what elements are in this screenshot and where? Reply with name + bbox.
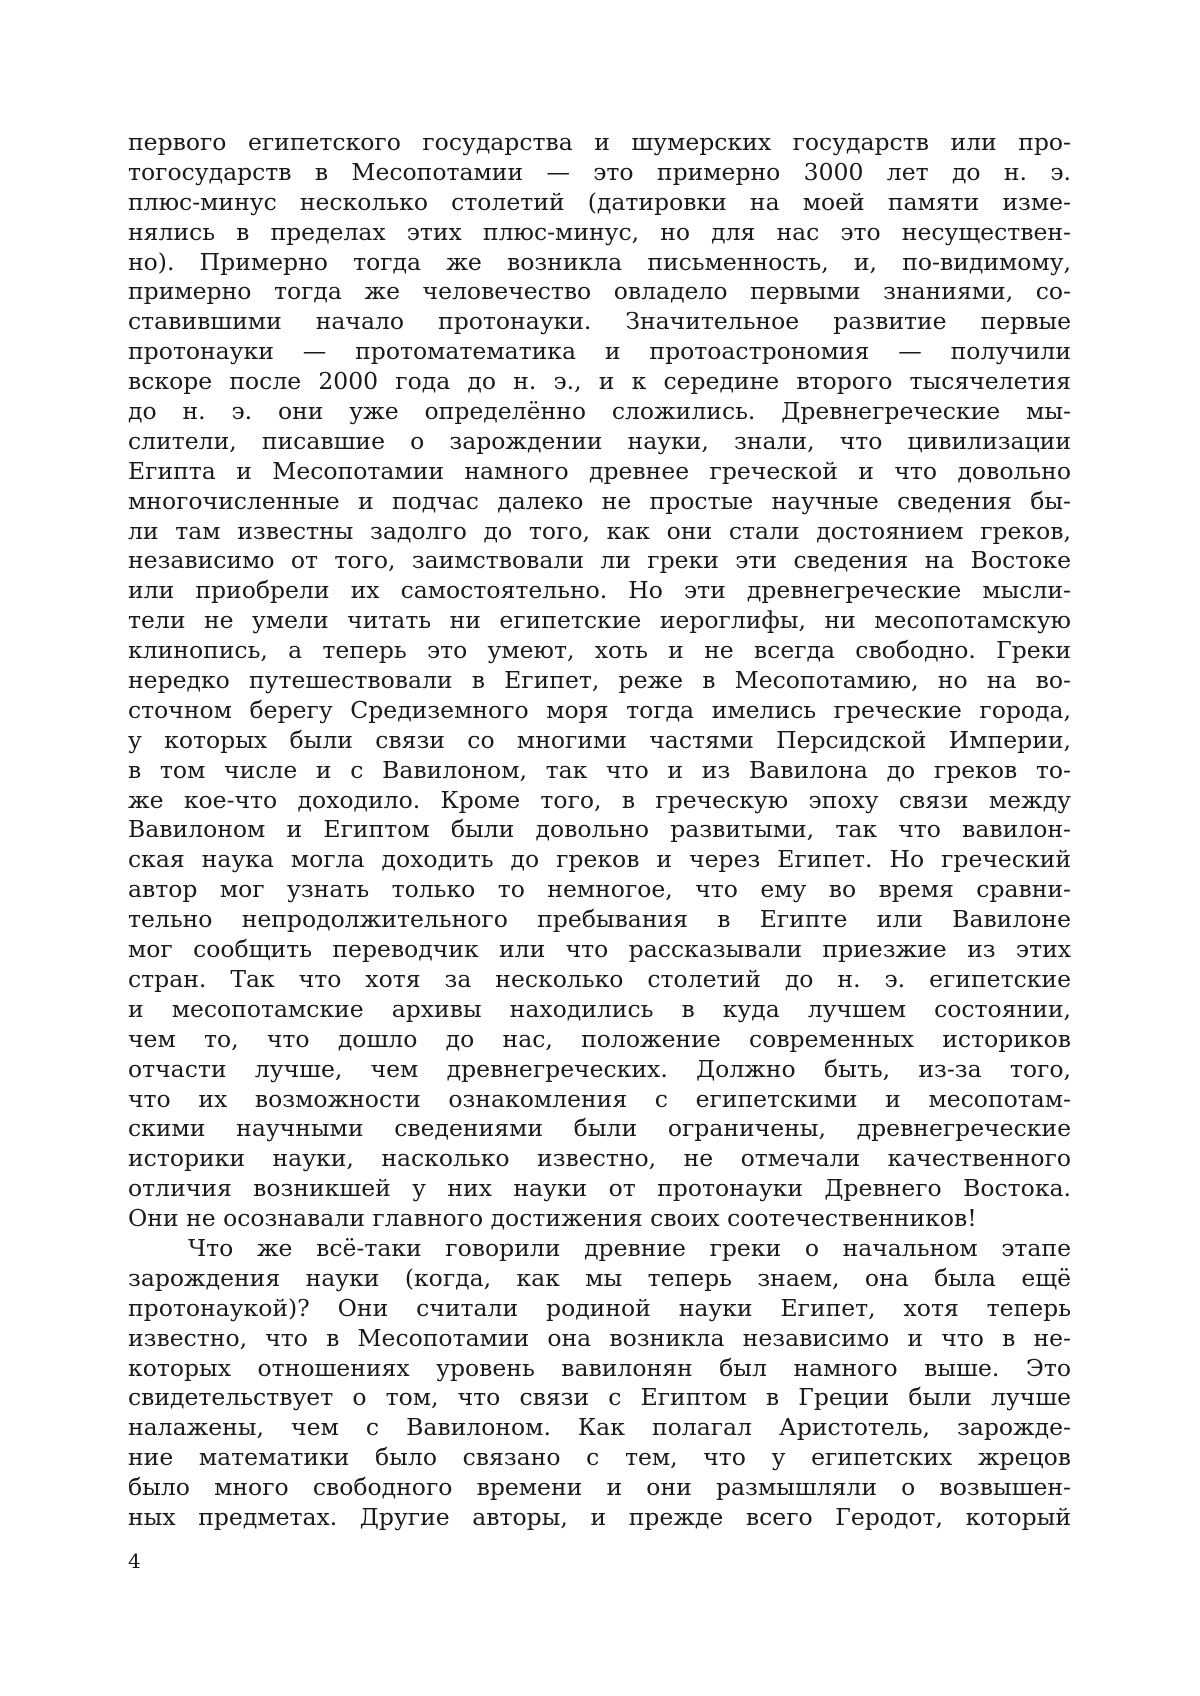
- text-line: было много свободного времени и они размышляли о возвышен-: [128, 1473, 1071, 1502]
- text-line: известно, что в Месопотамии она возникла независимо и что в не-: [128, 1323, 1071, 1352]
- text-line: отчасти лучше, чем древнегреческих. Должно быть, из-за того,: [128, 1054, 1071, 1083]
- text-line: в том числе и с Вавилоном, так что и из Вавилона до греков то-: [128, 755, 1071, 784]
- text-line: первого египетского государства и шумерских государств или про-: [128, 128, 1071, 156]
- text-line: чем то, что дошло до нас, положение современных историков: [128, 1024, 1071, 1053]
- text-line: нялись в пределах этих плюс-минус, но для нас это несуществен-: [128, 217, 1071, 246]
- text-line: стран. Так что хотя за несколько столетий до н. э. египетские: [128, 964, 1071, 993]
- text-line: плюс-минус несколько столетий (датировки на моей памяти изме-: [128, 187, 1071, 216]
- text-line: тельно непродолжительного пребывания в Египте или Вавилоне: [128, 905, 1071, 934]
- text-line: же кое-что доходило. Кроме того, в греческую эпоху связи между: [128, 785, 1071, 814]
- text-line: клинопись, а теперь это умеют, хоть и не всегда свободно. Греки: [128, 636, 1071, 665]
- text-line: нередко путешествовали в Египет, реже в Месопотамию, но на во-: [128, 666, 1071, 695]
- text-line: многочисленные и подчас далеко не простые научные сведения бы-: [128, 486, 1071, 515]
- text-line: автор мог узнать только то немногое, что ему во время сравни-: [128, 875, 1071, 904]
- text-line: у которых были связи со многими частями Персидской Империи,: [128, 725, 1071, 754]
- page-number: 4: [128, 1549, 141, 1573]
- text-line: Вавилоном и Египтом были довольно развитыми, так что вавилон-: [128, 815, 1071, 844]
- text-line: и месопотамские архивы находились в куда лучшем состоянии,: [128, 994, 1071, 1023]
- text-line: которых отношениях уровень вавилонян был намного выше. Это: [128, 1353, 1071, 1382]
- text-line: или приобрели их самостоятельно. Но эти древнегреческие мысли-: [128, 576, 1071, 605]
- text-line: до н. э. они уже определённо сложились. Древнегреческие мы-: [128, 397, 1071, 426]
- text-line: что их возможности ознакомления с египетскими и месопотам-: [128, 1084, 1071, 1113]
- text-line: ли там известны задолго до того, как они стали достоянием греков,: [128, 516, 1071, 545]
- text-line: налажены, чем с Вавилоном. Как полагал Аристотель, зарожде-: [128, 1413, 1071, 1442]
- text-line: зарождения науки (когда, как мы теперь знаем, она была ещё: [128, 1263, 1071, 1292]
- text-line: но). Примерно тогда же возникла письменность, и, по-видимому,: [128, 247, 1071, 276]
- text-line: вскоре после 2000 года до н. э., и к середине второго тысячелетия: [128, 367, 1071, 396]
- text-line: тогосударств в Месопотамии — это примерно 3000 лет до н. э.: [128, 157, 1071, 186]
- text-line: Египта и Месопотамии намного древнее греческой и что довольно: [128, 456, 1071, 485]
- text-line: протонауки — протоматематика и протоастрономия — получили: [128, 337, 1071, 366]
- text-line: независимо от того, заимствовали ли греки эти сведения на Востоке: [128, 546, 1071, 575]
- text-line: ние математики было связано с тем, что у египетских жрецов: [128, 1443, 1071, 1472]
- text-line: протонаукой)? Они считали родиной науки Египет, хотя теперь: [128, 1293, 1071, 1322]
- text-line: отличия возникшей у них науки от протонауки Древнего Востока.: [128, 1174, 1071, 1203]
- text-line: ставившими начало протонауки. Значительное развитие первые: [128, 307, 1071, 336]
- text-line: ская наука могла доходить до греков и через Египет. Но греческий: [128, 845, 1071, 874]
- text-line: свидетельствует о том, что связи с Египтом в Греции были лучше: [128, 1383, 1071, 1412]
- text-line: тели не умели читать ни египетские иероглифы, ни месопотамскую: [128, 606, 1071, 635]
- text-line: мог сообщить переводчик или что рассказывали приезжие из этих: [128, 935, 1071, 964]
- body-text: [128, 128, 1071, 1533]
- text-line: историки науки, насколько известно, не отмечали качественного: [128, 1144, 1071, 1173]
- text-line: скими научными сведениями были ограничены, древнегреческие: [128, 1114, 1071, 1143]
- text-line: Что же всё-таки говорили древние греки о начальном этапе: [188, 1233, 1071, 1262]
- text-line: ных предметах. Другие авторы, и прежде всего Геродот, который: [128, 1502, 1071, 1531]
- text-line: Они не осознавали главного достижения своих соотечественников!: [128, 1204, 977, 1233]
- text-line: слители, писавшие о зарождении науки, знали, что цивилизации: [128, 426, 1071, 455]
- text-line: примерно тогда же человечество овладело первыми знаниями, со-: [128, 277, 1071, 306]
- text-line: сточном берегу Средиземного моря тогда имелись греческие города,: [128, 695, 1071, 724]
